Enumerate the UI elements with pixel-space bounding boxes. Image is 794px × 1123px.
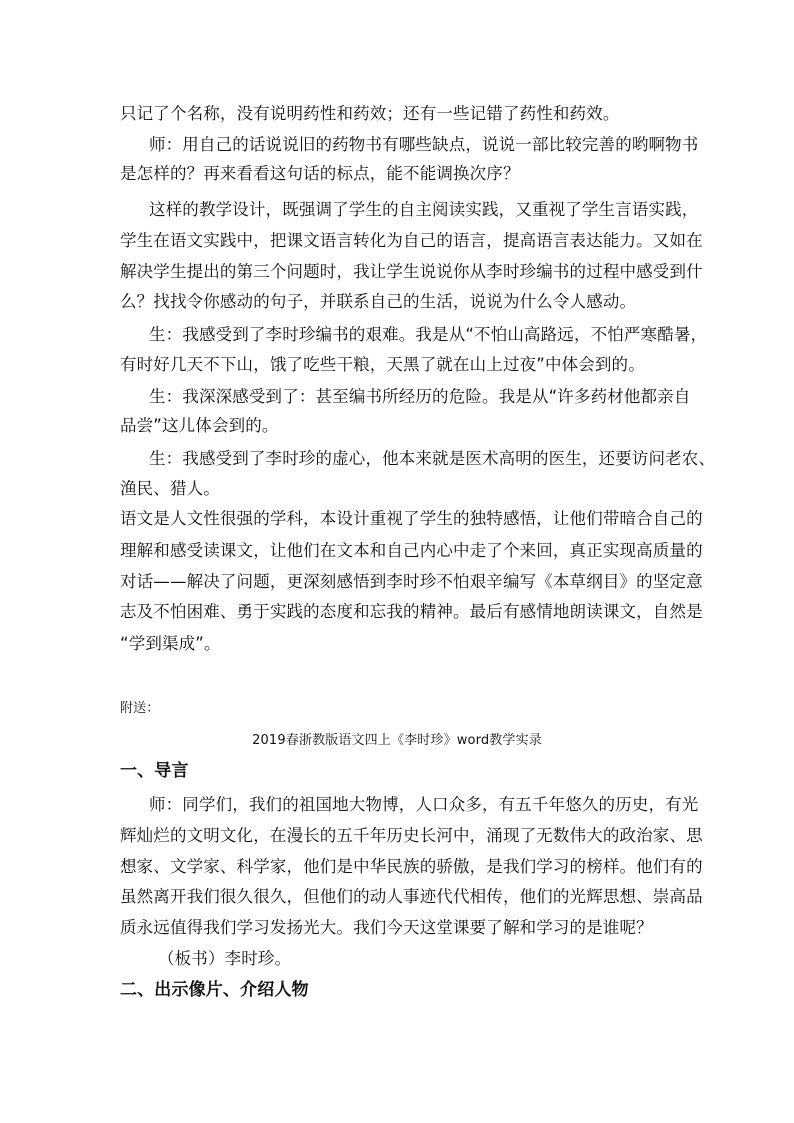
text-line: 生：我深深感受到了：甚至编书所经历的危险。我是从“许多药材他都亲自 <box>149 387 691 406</box>
text-line: 生：我感受到了李时珍编书的艰难。我是从“不怕山高路远，不怕严寒酷暑， <box>149 325 708 344</box>
text-line: 想家、文学家、科学家，他们是中华民族的骄傲，是我们学习的榜样。他们有的 <box>120 857 703 876</box>
text-line: 语文是人文性很强的学科，本设计重视了学生的独特感悟，让他们带暗合自己的 <box>120 509 703 528</box>
text-line: 对话——解决了问题，更深刻感悟到李时珍不怕艰辛编写《本草纲目》的坚定意 <box>120 572 703 591</box>
text-line: 是怎样的？再来看看这句话的标点，能不能调换次序？ <box>120 164 520 183</box>
text-line: 师：同学们，我们的祖国地大物博，人口众多，有五千年悠久的历史，有光 <box>149 795 699 814</box>
text-line: 只记了个名称，没有说明药性和药效；还有一些记错了药性和药效。 <box>120 104 620 123</box>
text-line: 理解和感受读课文，让他们在文本和自己内心中走了个来回，真正实现高质量的 <box>120 541 703 560</box>
text-line: “学到渠成”。 <box>120 634 221 653</box>
text-line: 辉灿烂的文明文化，在漫长的五千年历史长河中，涌现了无数伟大的政治家、思 <box>120 826 703 845</box>
section-heading: 二、出示像片、介绍人物 <box>120 980 309 1000</box>
text-line: 渔民、猎人。 <box>120 479 220 498</box>
text-line: 质永远值得我们学习发扬光大。我们今天这堂课要了解和学习的是谁呢？ <box>120 918 653 937</box>
text-line: 解决学生提出的第三个问题时，我让学生说说你从李时珍编书的过程中感受到什 <box>120 262 703 281</box>
text-line: 品尝”这儿体会到的。 <box>120 416 279 435</box>
text-line: 生：我感受到了李时珍的虚心，他本来就是医术高明的医生，还要访问老农、 <box>149 449 716 468</box>
appendix-title: 2019春浙教版语文四上《李时珍》word教学实录 <box>252 733 542 748</box>
text-line: 这样的教学设计，既强调了学生的自主阅读实践，又重视了学生言语实践， <box>149 200 699 219</box>
text-line: 师：用自己的话说说旧的药物书有哪些缺点，说说一部比较完善的哟啊物书 <box>149 135 699 154</box>
text-line: 虽然离开我们很久很久，但他们的动人事迹代代相传，他们的光辉思想、崇高品 <box>120 887 703 906</box>
section-heading: 一、导言 <box>120 761 189 781</box>
text-line: 学生在语文实践中，把课文语言转化为自己的语言，提高语言表达能力。又如在 <box>120 231 703 250</box>
text-line: （板书）李时珍。 <box>158 949 292 968</box>
text-line: 志及不怕困难、勇于实践的态度和忘我的精神。最后有感情地朗读课文，自然是 <box>120 602 703 621</box>
appendix-label: 附送： <box>120 701 160 716</box>
text-line: 有时好几天不下山，饿了吃些干粮，天黑了就在山上过夜”中体会到的。 <box>120 355 645 374</box>
text-line: 么？找找令你感动的句子，并联系自己的生活，说说为什么令人感动。 <box>120 292 637 311</box>
